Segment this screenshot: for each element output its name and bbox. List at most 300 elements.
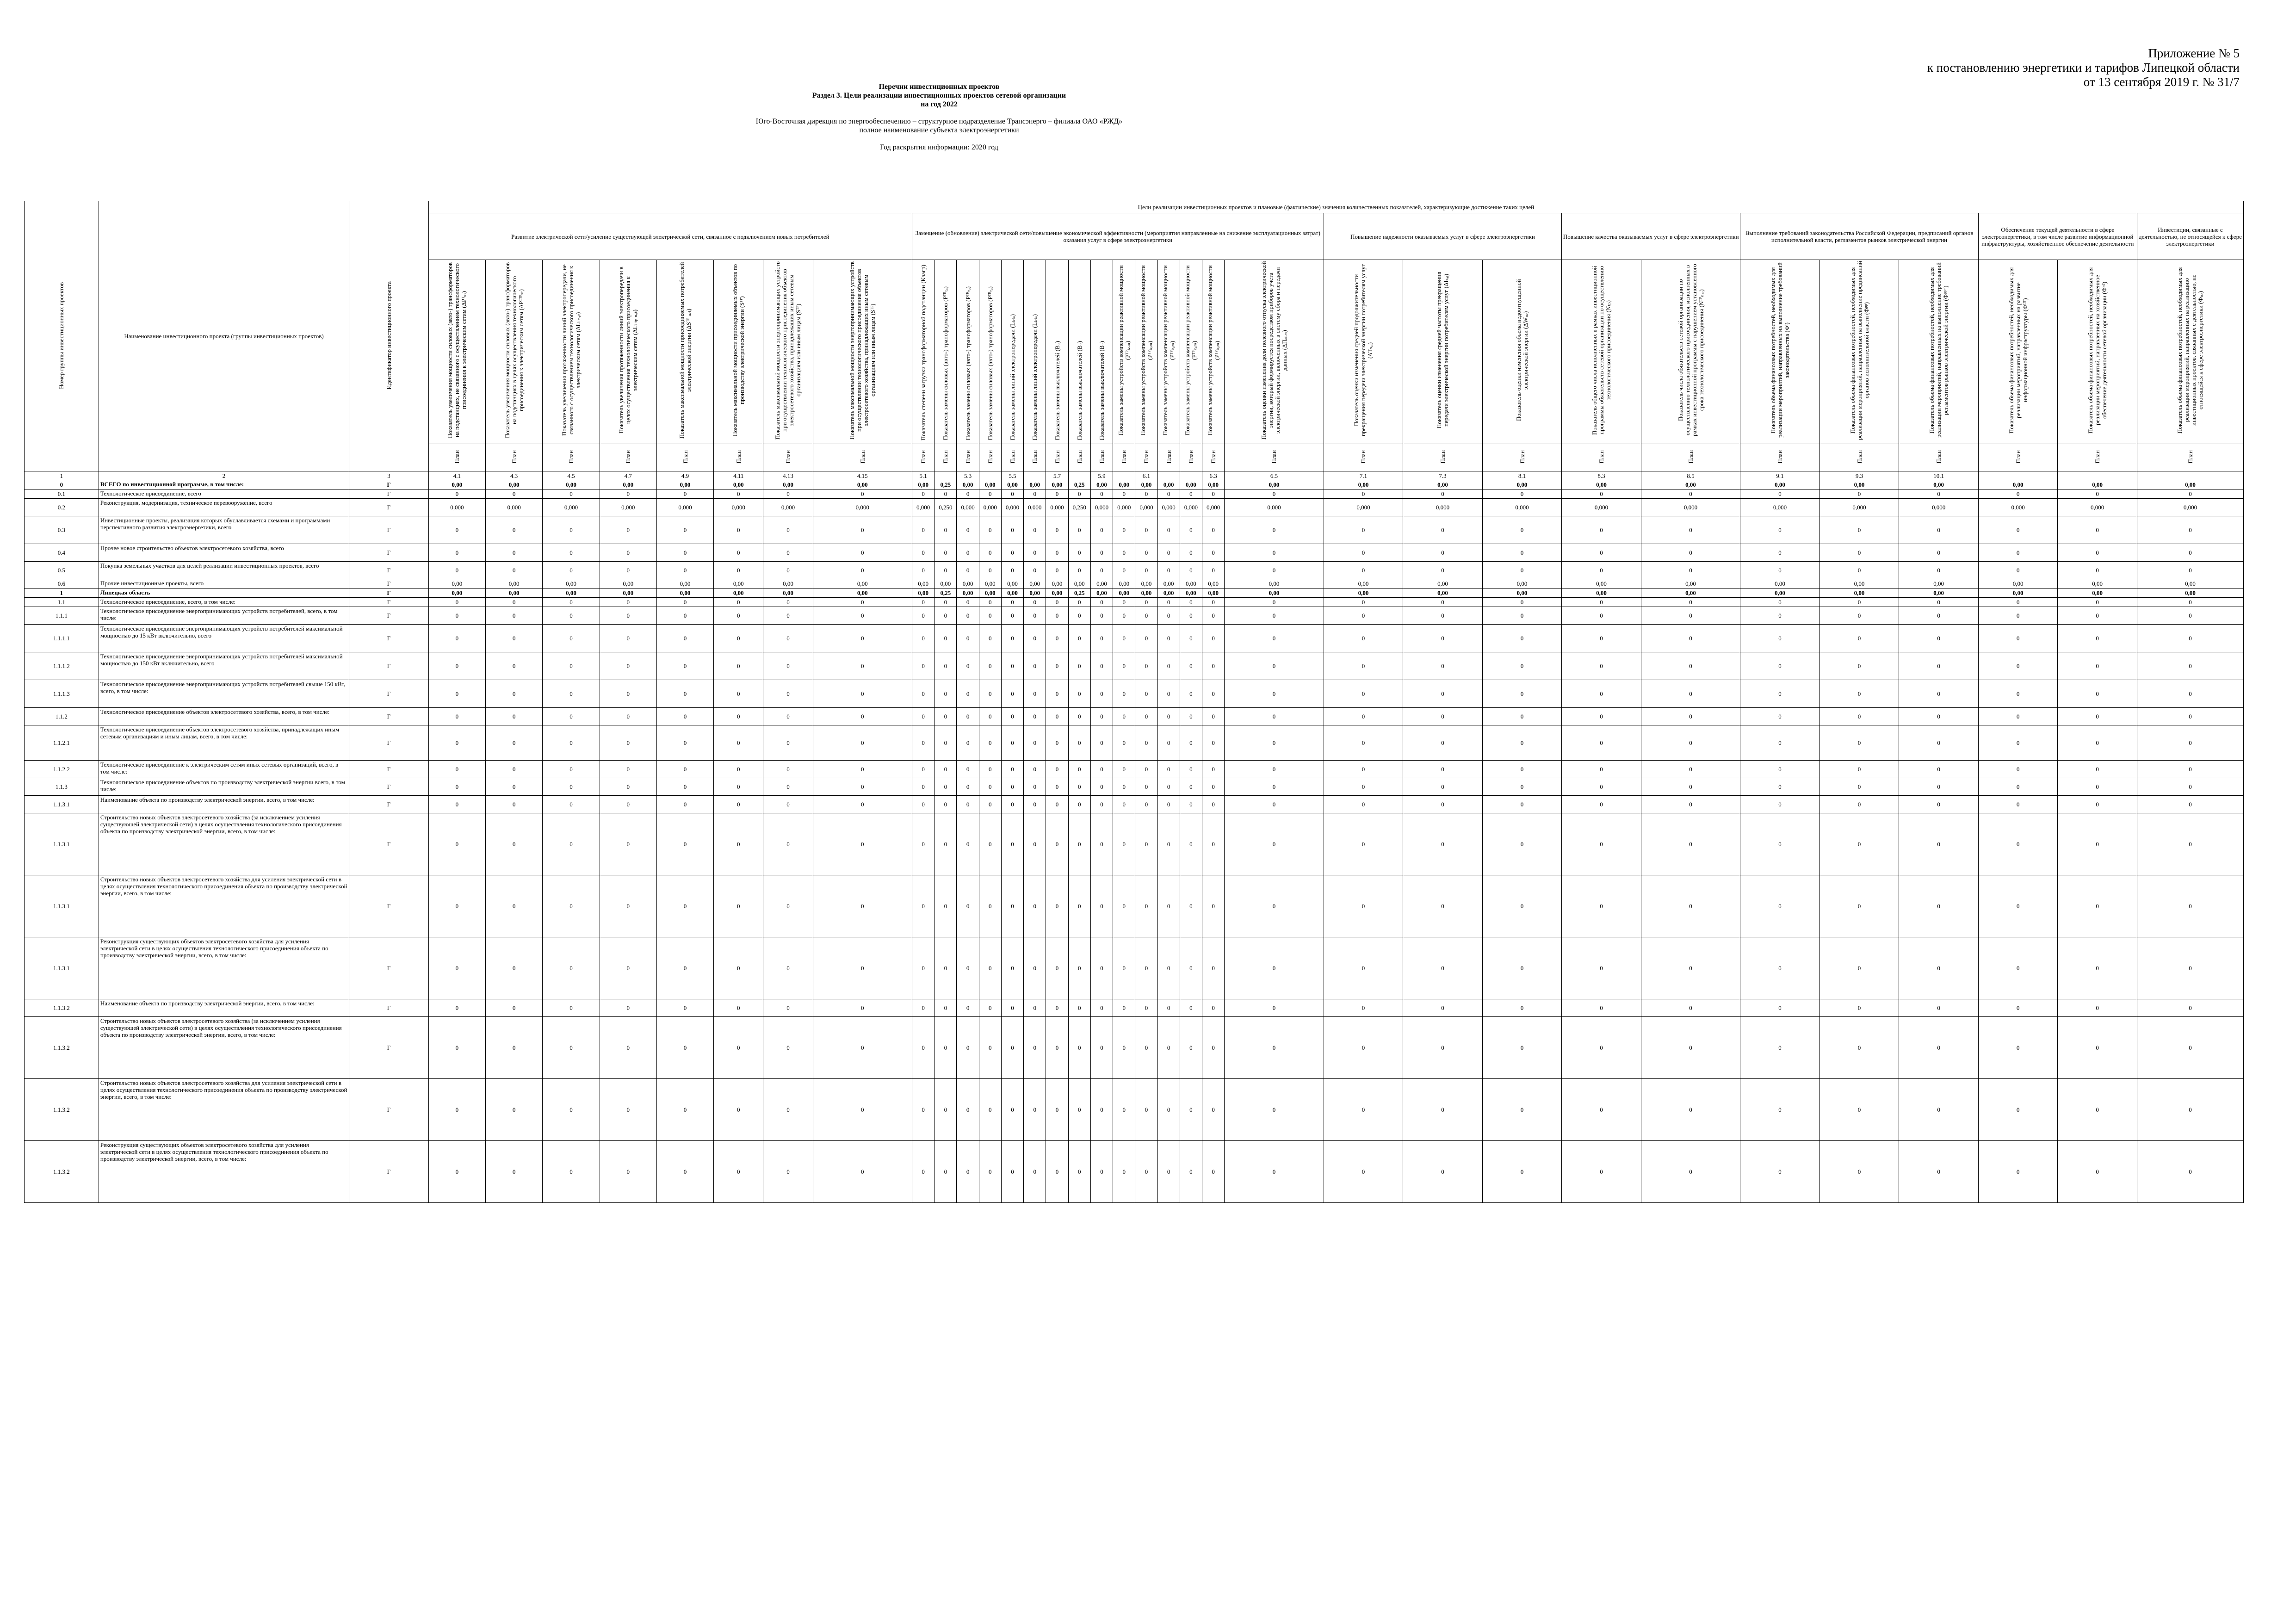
column-number: 4.15 bbox=[813, 471, 912, 480]
row-value: 0 bbox=[1001, 875, 1023, 937]
row-value: 0 bbox=[1113, 516, 1135, 544]
indicator-header-text: Показатель замены выключателей (Bᵢᵣ) bbox=[1098, 341, 1105, 440]
row-value: 0 bbox=[1482, 598, 1562, 607]
row-value: 0 bbox=[2137, 1017, 2243, 1079]
column-number: 2 bbox=[99, 471, 349, 480]
column-number: 4.5 bbox=[543, 471, 600, 480]
row-value: 0 bbox=[1225, 652, 1324, 680]
row-value: 0 bbox=[2058, 680, 2137, 708]
row-number: 1.1.3.2 bbox=[25, 999, 99, 1017]
indicator-header bbox=[1740, 260, 1820, 444]
row-value: 0 bbox=[1180, 625, 1202, 652]
row-value: 0 bbox=[1135, 516, 1157, 544]
row-value: 0 bbox=[813, 813, 912, 875]
plan-label-text: План bbox=[1187, 450, 1194, 464]
column-number bbox=[1157, 471, 1180, 480]
row-number: 0.5 bbox=[25, 562, 99, 579]
row-value: 0 bbox=[1135, 796, 1157, 813]
indicator-header-text: Показатель оценки изменения средней продолжительности прекращения передачи электрической энергии потребителям услуг (ΔTₛₐᵢ) bbox=[1353, 264, 1374, 437]
row-value: 0 bbox=[1978, 625, 2058, 652]
row-value: 0 bbox=[1225, 516, 1324, 544]
row-value: 0,000 bbox=[543, 499, 600, 516]
row-value: 0,00 bbox=[2058, 579, 2137, 588]
table-row bbox=[25, 761, 2244, 778]
row-value: 0 bbox=[912, 796, 934, 813]
row-value: 0 bbox=[2137, 813, 2243, 875]
row-name: Технологическое присоединение объектов по производству электрической энергии всего, в том числе: bbox=[99, 778, 349, 796]
row-value: 0 bbox=[1090, 544, 1113, 562]
row-value: 0 bbox=[1225, 625, 1324, 652]
row-value: 0 bbox=[600, 607, 656, 625]
row-value: 0 bbox=[2137, 708, 2243, 725]
row-value: 0,00 bbox=[763, 579, 813, 588]
row-value: 0 bbox=[1482, 680, 1562, 708]
row-value: 0 bbox=[1180, 562, 1202, 579]
row-value: 0 bbox=[1225, 598, 1324, 607]
indicator-header-text: Показатель замены линий электропередачи (Lₗᵣₜₒ) bbox=[1009, 314, 1016, 440]
row-value: 0,00 bbox=[600, 480, 656, 489]
row-value: 0 bbox=[714, 489, 763, 499]
row-value: 0 bbox=[912, 1141, 934, 1203]
indicator-header bbox=[1202, 260, 1225, 444]
row-value: 0,00 bbox=[1819, 588, 1899, 598]
row-value: 0 bbox=[1068, 516, 1090, 544]
row-value: 0 bbox=[1641, 516, 1740, 544]
row-value: 0,000 bbox=[813, 499, 912, 516]
row-value: 0 bbox=[1202, 1017, 1225, 1079]
row-value: 0 bbox=[1113, 725, 1135, 761]
row-value: 0 bbox=[1135, 489, 1157, 499]
row-value: 0 bbox=[2137, 652, 2243, 680]
row-value: 0 bbox=[1562, 875, 1641, 937]
indicator-header bbox=[934, 260, 957, 444]
row-value: 0,00 bbox=[1024, 579, 1046, 588]
row-value: 0 bbox=[1046, 652, 1068, 680]
row-value: 0 bbox=[600, 544, 656, 562]
plan-label bbox=[1001, 444, 1023, 471]
row-value: 0 bbox=[1740, 761, 1820, 778]
row-value: 0 bbox=[600, 625, 656, 652]
row-value: 0 bbox=[1024, 607, 1046, 625]
row-value: 0 bbox=[1024, 680, 1046, 708]
row-value: 0,00 bbox=[1978, 579, 2058, 588]
row-value: 0 bbox=[1046, 1079, 1068, 1141]
row-value: 0 bbox=[1157, 813, 1180, 875]
row-value: 0 bbox=[1978, 598, 2058, 607]
row-value: 0 bbox=[1001, 813, 1023, 875]
plan-label bbox=[1482, 444, 1562, 471]
row-id: Г bbox=[349, 813, 429, 875]
row-value: 0,000 bbox=[2137, 499, 2243, 516]
plan-label bbox=[428, 444, 485, 471]
row-value: 0 bbox=[1090, 761, 1113, 778]
plan-label bbox=[1819, 444, 1899, 471]
row-value: 0 bbox=[656, 778, 713, 796]
row-value: 0 bbox=[1090, 607, 1113, 625]
row-value: 0 bbox=[1202, 652, 1225, 680]
row-value: 0 bbox=[1740, 1017, 1820, 1079]
row-value: 0 bbox=[979, 516, 1001, 544]
row-value: 0 bbox=[1046, 761, 1068, 778]
indicator-header bbox=[957, 260, 979, 444]
row-value: 0 bbox=[714, 999, 763, 1017]
row-value: 0 bbox=[714, 875, 763, 937]
row-value: 0 bbox=[1068, 999, 1090, 1017]
appendix-header bbox=[1927, 46, 2240, 89]
row-name: Технологическое присоединение, всего bbox=[99, 489, 349, 499]
row-value: 0,00 bbox=[1024, 480, 1046, 489]
row-value: 0 bbox=[1157, 875, 1180, 937]
row-value: 0 bbox=[2058, 489, 2137, 499]
row-value: 0 bbox=[600, 562, 656, 579]
row-value: 0 bbox=[1562, 680, 1641, 708]
table-row bbox=[25, 480, 2244, 489]
row-value: 0 bbox=[486, 625, 543, 652]
row-value: 0 bbox=[1180, 652, 1202, 680]
row-value: 0 bbox=[2137, 937, 2243, 999]
row-value: 0 bbox=[1046, 725, 1068, 761]
plan-label bbox=[912, 444, 934, 471]
row-value: 0 bbox=[1024, 761, 1046, 778]
row-value: 0,00 bbox=[1482, 480, 1562, 489]
row-value: 0 bbox=[1562, 999, 1641, 1017]
row-value: 0 bbox=[813, 708, 912, 725]
indicator-header bbox=[1641, 260, 1740, 444]
row-value: 0 bbox=[543, 544, 600, 562]
row-value: 0 bbox=[1324, 937, 1403, 999]
row-value: 0 bbox=[813, 1017, 912, 1079]
table-row bbox=[25, 796, 2244, 813]
row-value: 0,00 bbox=[1403, 480, 1483, 489]
row-value: 0 bbox=[1068, 813, 1090, 875]
row-value: 0 bbox=[763, 680, 813, 708]
row-value: 0 bbox=[957, 761, 979, 778]
row-value: 0,00 bbox=[600, 588, 656, 598]
indicator-header-text: Показатель максимальной мощности энергопринимающих устройств при осуществлении технологического присоединения объектов электросетевого хозяйства, принадлежащих иным сетевым организациям или иным лицам (Sᵀᴾ) bbox=[774, 261, 802, 440]
row-value: 0 bbox=[1135, 607, 1157, 625]
row-value: 0 bbox=[957, 796, 979, 813]
title-main: Перечни инвестиционных проектов bbox=[879, 83, 1000, 91]
row-value: 0 bbox=[1202, 1079, 1225, 1141]
row-value: 0 bbox=[1482, 544, 1562, 562]
row-value: 0 bbox=[934, 625, 957, 652]
row-number: 0.6 bbox=[25, 579, 99, 588]
row-value: 0 bbox=[714, 1079, 763, 1141]
row-value: 0 bbox=[1180, 544, 1202, 562]
row-value: 0,00 bbox=[912, 480, 934, 489]
row-value: 0 bbox=[486, 1079, 543, 1141]
row-value: 0 bbox=[600, 999, 656, 1017]
column-number: 5.1 bbox=[912, 471, 934, 480]
row-value: 0 bbox=[428, 1017, 485, 1079]
row-value: 0 bbox=[1819, 778, 1899, 796]
plan-label-text: План bbox=[1165, 450, 1172, 464]
row-value: 0 bbox=[428, 778, 485, 796]
row-value: 0 bbox=[1978, 516, 2058, 544]
row-value: 0 bbox=[2137, 516, 2243, 544]
row-id: Г bbox=[349, 1017, 429, 1079]
indicator-header-text: Показатель оценки изменения средней частоты прекращения передачи электрической энергии потребителям услуг (ΔIₛₐᵢ) bbox=[1436, 272, 1450, 429]
row-value: 0 bbox=[1562, 761, 1641, 778]
row-value: 0 bbox=[1135, 937, 1157, 999]
row-value: 0 bbox=[813, 778, 912, 796]
plan-label-text: План bbox=[453, 450, 461, 464]
column-number: 5.9 bbox=[1090, 471, 1113, 480]
row-value: 0 bbox=[1403, 562, 1483, 579]
row-value: 0 bbox=[543, 489, 600, 499]
row-value: 0,00 bbox=[1819, 579, 1899, 588]
plan-label bbox=[1090, 444, 1113, 471]
row-value: 0 bbox=[2137, 680, 2243, 708]
row-id: Г bbox=[349, 499, 429, 516]
row-id: Г bbox=[349, 607, 429, 625]
row-value: 0 bbox=[1180, 937, 1202, 999]
row-value: 0 bbox=[957, 875, 979, 937]
row-number: 1.1.3.2 bbox=[25, 1141, 99, 1203]
row-value: 0,00 bbox=[979, 579, 1001, 588]
row-value: 0 bbox=[1225, 1017, 1324, 1079]
row-value: 0,00 bbox=[1324, 588, 1403, 598]
row-value: 0,000 bbox=[428, 499, 485, 516]
row-value: 0 bbox=[1324, 708, 1403, 725]
plan-label-text: План bbox=[920, 450, 927, 464]
row-value: 0 bbox=[1180, 516, 1202, 544]
row-value: 0,00 bbox=[656, 588, 713, 598]
row-value: 0 bbox=[1899, 1017, 1979, 1079]
header-group-7-text: Инвестиции, связанные с деятельностью, не относящейся к сфере электроэнергетики bbox=[2139, 226, 2242, 247]
row-value: 0 bbox=[1562, 813, 1641, 875]
row-value: 0,00 bbox=[957, 480, 979, 489]
column-number: 5.3 bbox=[957, 471, 979, 480]
row-value: 0,000 bbox=[1001, 499, 1023, 516]
row-value: 0 bbox=[2058, 999, 2137, 1017]
row-value: 0 bbox=[2137, 1141, 2243, 1203]
plan-label-text: План bbox=[2094, 450, 2101, 464]
row-value: 0 bbox=[1403, 544, 1483, 562]
row-value: 0,00 bbox=[600, 579, 656, 588]
row-value: 0 bbox=[912, 489, 934, 499]
row-value: 0 bbox=[934, 937, 957, 999]
row-value: 0,00 bbox=[979, 588, 1001, 598]
row-value: 0 bbox=[1740, 875, 1820, 937]
row-value: 0,00 bbox=[1324, 579, 1403, 588]
plan-label bbox=[1740, 444, 1820, 471]
row-value: 0 bbox=[1090, 708, 1113, 725]
row-value: 0,00 bbox=[1180, 588, 1202, 598]
row-id: Г bbox=[349, 579, 429, 588]
row-value: 0 bbox=[1641, 796, 1740, 813]
indicator-header-text: Показатель замены устройств компенсации реактивной мощности (Pᵀᴾₖₒₘ) bbox=[1117, 265, 1131, 435]
table-row bbox=[25, 875, 2244, 937]
row-value: 0 bbox=[1403, 652, 1483, 680]
row-value: 0 bbox=[428, 625, 485, 652]
row-value: 0,000 bbox=[1482, 499, 1562, 516]
row-value: 0 bbox=[763, 937, 813, 999]
indicator-header-text: Показатель замены силовых (авто-) трансформаторов (Pᵀᴿₜₒ) bbox=[986, 286, 994, 440]
column-number: 1 bbox=[25, 471, 99, 480]
column-number: 6.3 bbox=[1202, 471, 1225, 480]
row-value: 0 bbox=[957, 708, 979, 725]
row-value: 0,00 bbox=[1001, 588, 1023, 598]
row-value: 0 bbox=[1024, 489, 1046, 499]
row-value: 0 bbox=[1562, 652, 1641, 680]
row-value: 0 bbox=[1068, 1079, 1090, 1141]
row-value: 0 bbox=[1403, 796, 1483, 813]
row-value: 0 bbox=[428, 598, 485, 607]
row-value: 0 bbox=[1482, 875, 1562, 937]
row-id: Г bbox=[349, 652, 429, 680]
row-value: 0 bbox=[656, 708, 713, 725]
row-value: 0 bbox=[957, 1141, 979, 1203]
row-value: 0 bbox=[1113, 708, 1135, 725]
row-value: 0 bbox=[486, 761, 543, 778]
row-id: Г bbox=[349, 725, 429, 761]
row-value: 0 bbox=[1024, 875, 1046, 937]
row-value: 0 bbox=[1899, 796, 1979, 813]
table-row bbox=[25, 598, 2244, 607]
row-value: 0 bbox=[486, 725, 543, 761]
row-value: 0 bbox=[1135, 813, 1157, 875]
plan-label bbox=[2058, 444, 2137, 471]
row-value: 0 bbox=[1001, 680, 1023, 708]
row-value: 0 bbox=[543, 937, 600, 999]
row-value: 0 bbox=[1225, 875, 1324, 937]
row-value: 0 bbox=[1068, 796, 1090, 813]
row-number: 1.1 bbox=[25, 598, 99, 607]
row-value: 0 bbox=[1202, 489, 1225, 499]
row-value: 0 bbox=[1068, 544, 1090, 562]
indicator-header-text: Показатель увеличения мощности силовых (авто-) трансформаторов на подстанциях, не связанного с осуществлением технологического присоединения к электрическим сетям (ΔPᵀₛₜ) bbox=[446, 262, 468, 438]
row-value: 0 bbox=[1202, 813, 1225, 875]
row-value: 0 bbox=[543, 598, 600, 607]
row-value: 0 bbox=[1001, 1017, 1023, 1079]
row-value: 0 bbox=[1024, 937, 1046, 999]
row-value: 0 bbox=[1090, 937, 1113, 999]
row-value: 0 bbox=[543, 652, 600, 680]
row-name: Прочие инвестиционные проекты, всего bbox=[99, 579, 349, 588]
row-value: 0 bbox=[1403, 937, 1483, 999]
row-value: 0 bbox=[1324, 652, 1403, 680]
indicator-header-text: Показатель замены устройств компенсации реактивной мощности (Pᵀᴾₖₒₘ) bbox=[1162, 265, 1176, 435]
plan-label bbox=[957, 444, 979, 471]
row-value: 0 bbox=[1024, 625, 1046, 652]
row-value: 0 bbox=[1001, 598, 1023, 607]
row-value: 0 bbox=[1046, 813, 1068, 875]
row-value: 0 bbox=[1899, 937, 1979, 999]
row-value: 0,000 bbox=[979, 499, 1001, 516]
row-value: 0 bbox=[1135, 761, 1157, 778]
row-value: 0 bbox=[428, 544, 485, 562]
row-value: 0 bbox=[656, 796, 713, 813]
row-number: 0 bbox=[25, 480, 99, 489]
row-value: 0 bbox=[656, 937, 713, 999]
row-value: 0 bbox=[1641, 598, 1740, 607]
row-value: 0,00 bbox=[979, 480, 1001, 489]
table-row bbox=[25, 778, 2244, 796]
row-value: 0 bbox=[1403, 598, 1483, 607]
row-value: 0 bbox=[1641, 725, 1740, 761]
row-value: 0 bbox=[1068, 562, 1090, 579]
plan-label bbox=[656, 444, 713, 471]
row-value: 0 bbox=[1024, 598, 1046, 607]
row-value: 0,00 bbox=[1090, 480, 1113, 489]
row-value: 0 bbox=[957, 652, 979, 680]
row-value: 0 bbox=[1978, 999, 2058, 1017]
plan-label-text: План bbox=[1439, 450, 1446, 464]
row-value: 0 bbox=[934, 680, 957, 708]
investment-goals-table bbox=[24, 201, 2244, 1203]
row-value: 0 bbox=[1157, 796, 1180, 813]
row-value: 0,00 bbox=[1641, 480, 1740, 489]
row-value: 0 bbox=[1324, 598, 1403, 607]
plan-label-text: План bbox=[1687, 450, 1695, 464]
row-value: 0 bbox=[1819, 1141, 1899, 1203]
row-value: 0 bbox=[934, 1141, 957, 1203]
column-number bbox=[1068, 471, 1090, 480]
row-value: 0 bbox=[428, 813, 485, 875]
row-value: 0 bbox=[979, 937, 1001, 999]
row-value: 0,00 bbox=[1001, 480, 1023, 489]
row-value: 0,000 bbox=[1740, 499, 1820, 516]
plan-label-text: План bbox=[2014, 450, 2022, 464]
row-value: 0 bbox=[1225, 813, 1324, 875]
row-value: 0,25 bbox=[934, 480, 957, 489]
row-value: 0,00 bbox=[543, 588, 600, 598]
plan-label bbox=[1046, 444, 1068, 471]
row-value: 0 bbox=[1113, 1017, 1135, 1079]
row-value: 0 bbox=[543, 761, 600, 778]
row-value: 0 bbox=[486, 1017, 543, 1079]
row-value: 0 bbox=[1978, 680, 2058, 708]
row-value: 0 bbox=[763, 598, 813, 607]
row-value: 0 bbox=[1157, 1141, 1180, 1203]
row-value: 0,00 bbox=[1482, 579, 1562, 588]
row-value: 0 bbox=[1180, 598, 1202, 607]
row-value: 0 bbox=[1978, 813, 2058, 875]
row-value: 0 bbox=[1180, 708, 1202, 725]
row-value: 0 bbox=[1157, 761, 1180, 778]
row-value: 0 bbox=[1819, 1079, 1899, 1141]
row-value: 0 bbox=[1324, 680, 1403, 708]
row-value: 0 bbox=[714, 607, 763, 625]
row-value: 0 bbox=[543, 708, 600, 725]
row-value: 0 bbox=[656, 725, 713, 761]
row-value: 0 bbox=[1225, 725, 1324, 761]
row-value: 0 bbox=[957, 489, 979, 499]
row-value: 0 bbox=[486, 489, 543, 499]
row-value: 0 bbox=[2058, 598, 2137, 607]
row-name: Строительство новых объектов электросетевого хозяйства для усиления электрической сети в целях осуществления технологического присоединения объекта по производству электрической энергии, всего, в том числе: bbox=[99, 875, 349, 937]
row-value: 0 bbox=[912, 813, 934, 875]
row-value: 0 bbox=[1202, 796, 1225, 813]
row-value: 0 bbox=[1113, 813, 1135, 875]
row-value: 0 bbox=[1403, 999, 1483, 1017]
row-value: 0 bbox=[1157, 778, 1180, 796]
row-value: 0,00 bbox=[1978, 588, 2058, 598]
row-value: 0,000 bbox=[1562, 499, 1641, 516]
row-value: 0 bbox=[1180, 875, 1202, 937]
indicator-header-text: Показатель замены силовых (авто-) трансформаторов (Pᵀᴿₜₒ) bbox=[964, 286, 972, 440]
indicator-header bbox=[1135, 260, 1157, 444]
plan-label-text: План bbox=[2186, 450, 2194, 464]
row-value: 0 bbox=[714, 796, 763, 813]
row-value: 0 bbox=[934, 813, 957, 875]
row-value: 0 bbox=[2137, 875, 2243, 937]
row-number: 1.1.3.1 bbox=[25, 937, 99, 999]
row-value: 0 bbox=[1562, 607, 1641, 625]
row-number: 1.1.1.2 bbox=[25, 652, 99, 680]
indicator-header bbox=[1562, 260, 1641, 444]
